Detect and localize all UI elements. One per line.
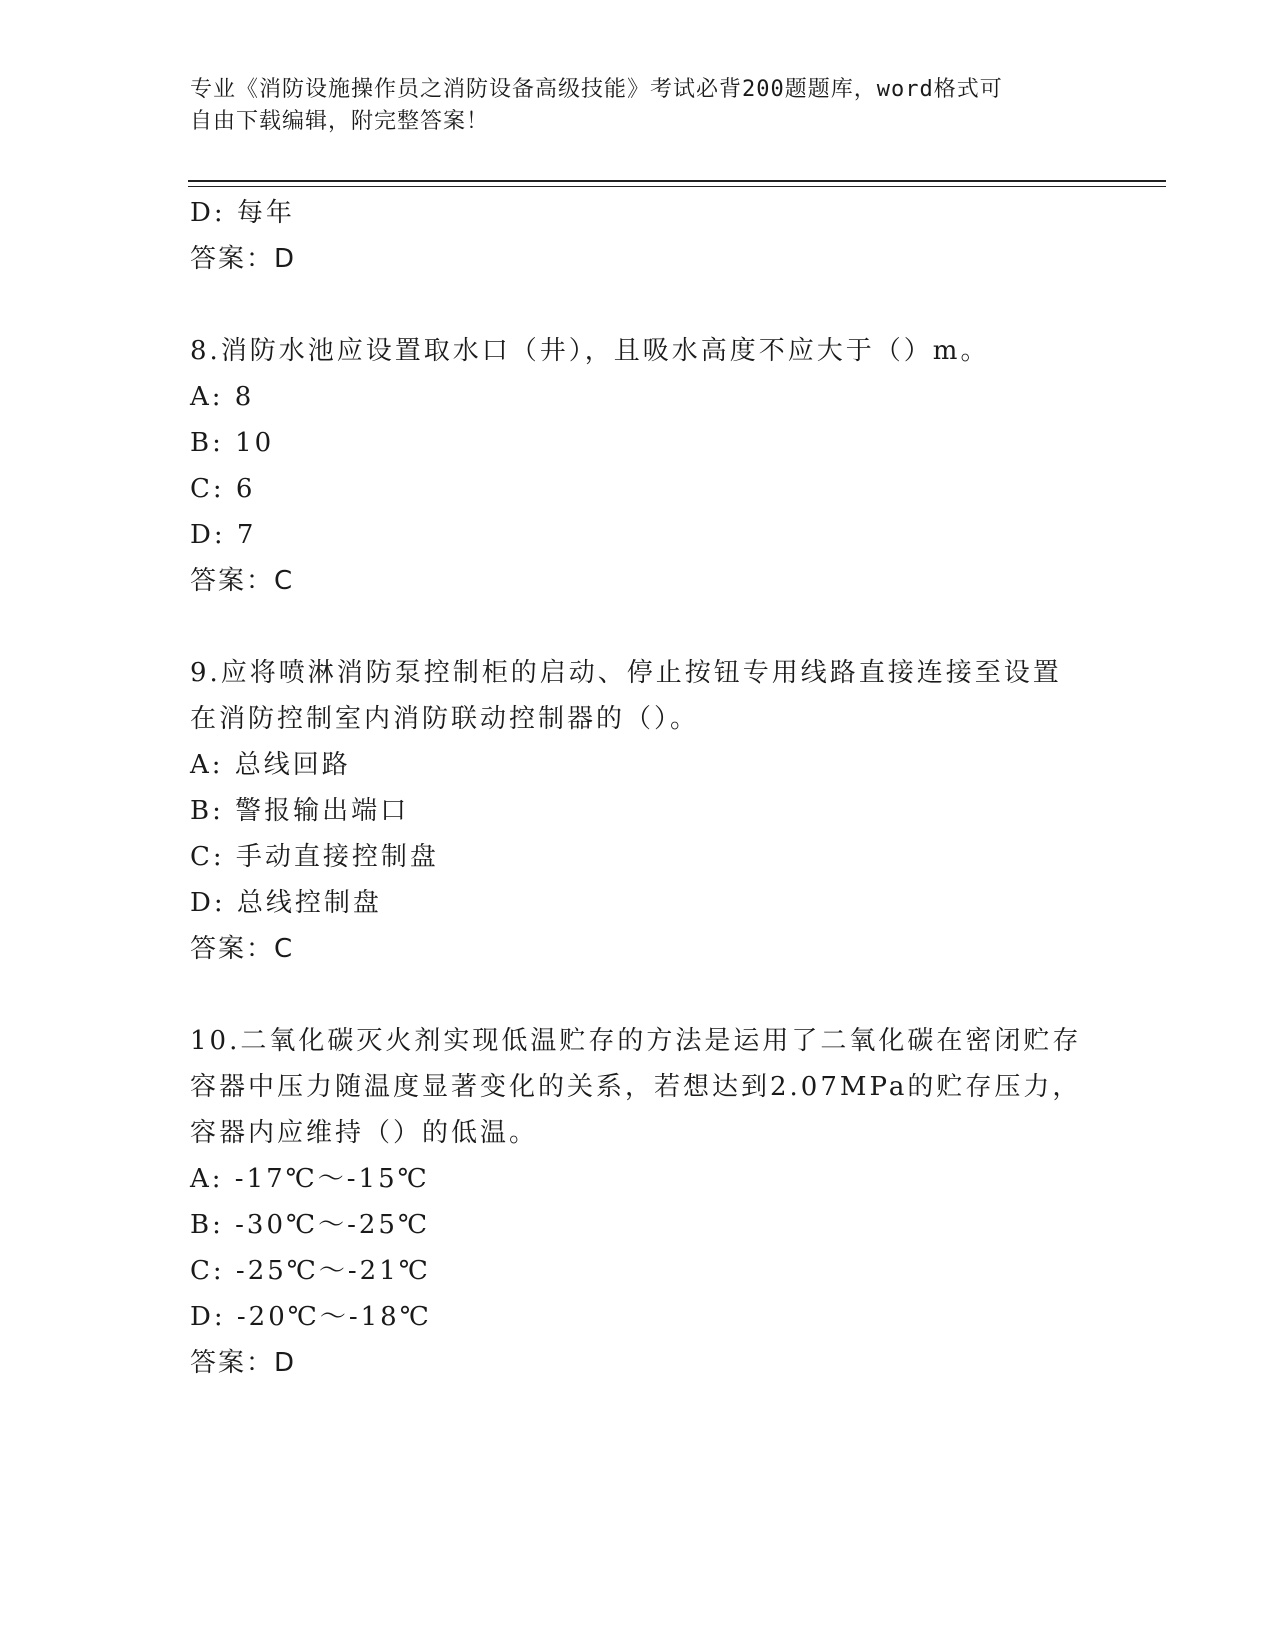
option-c: C: 6 (190, 474, 256, 504)
answer-line: 答案：C (190, 934, 295, 964)
option-a: A: -17℃～-15℃ (190, 1164, 430, 1194)
question-10 (190, 1018, 1090, 1386)
question-stem-line-2: 容器中压力随温度显著变化的关系，若想达到2.07MPa的贮存压力， (190, 1072, 1082, 1102)
header-line-2: 自由下载编辑，附完整答案！ (190, 109, 490, 134)
spacer (190, 282, 1090, 328)
question-stem-line-2: 在消防控制室内消防联动控制器的（）。 (190, 704, 700, 734)
answer-line: 答案：D (190, 244, 297, 274)
option-c: C: -25℃～-21℃ (190, 1256, 431, 1286)
option-d: D: 每年 (190, 198, 295, 228)
question-9 (190, 650, 1090, 972)
option-d: D: 7 (190, 520, 257, 550)
answer-line: 答案：D (190, 1348, 297, 1378)
question-stem-line-3: 容器内应维持（）的低温。 (190, 1118, 539, 1148)
option-d: D: -20℃～-18℃ (190, 1302, 432, 1332)
question-stem-line-1: 9.应将喷淋消防泵控制柜的启动、停止按钮专用线路直接连接至设置 (190, 658, 1062, 688)
previous-question-fragment (190, 190, 1090, 282)
question-8 (190, 328, 1090, 604)
question-stem-line-1: 10.二氧化碳灭火剂实现低温贮存的方法是运用了二氧化碳在密闭贮存 (190, 1026, 1082, 1056)
question-stem: 8.消防水池应设置取水口（井），且吸水高度不应大于（）m。 (190, 336, 990, 366)
option-a: A: 总线回路 (190, 750, 351, 780)
option-a: A: 8 (190, 382, 255, 412)
option-b: B: 10 (190, 428, 275, 458)
option-c: C: 手动直接控制盘 (190, 842, 439, 872)
document-header (190, 74, 1090, 138)
option-b: B: 警报输出端口 (190, 796, 410, 826)
header-line-1: 专业《消防设施操作员之消防设备高级技能》考试必背200题题库，word格式可 (190, 77, 1003, 102)
spacer (190, 972, 1090, 1018)
header-divider-thick (188, 180, 1166, 182)
option-b: B: -30℃～-25℃ (190, 1210, 431, 1240)
spacer (190, 604, 1090, 650)
header-divider-thin (188, 186, 1166, 187)
option-d: D: 总线控制盘 (190, 888, 382, 918)
question-list (190, 190, 1090, 1386)
answer-line: 答案：C (190, 566, 295, 596)
